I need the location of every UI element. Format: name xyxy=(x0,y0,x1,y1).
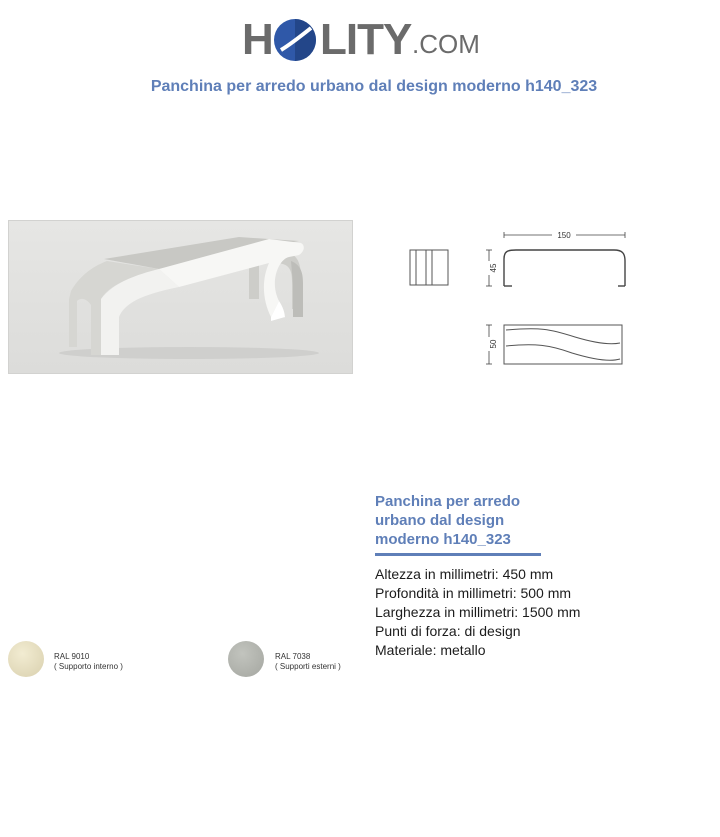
logo-word: LITY xyxy=(320,15,412,64)
color-label-ral-9010 xyxy=(54,652,123,672)
dimension-depth: 50 xyxy=(489,339,498,349)
product-photo xyxy=(8,220,353,374)
dimension-height: 45 xyxy=(489,263,498,273)
spec-depth: Profondità in millimetri: 500 mm xyxy=(375,585,572,601)
color-label-ral-7038 xyxy=(275,652,341,672)
color-swatch-ral-9010 xyxy=(8,641,44,677)
spec-material: Materiale: metallo xyxy=(375,642,486,658)
product-title: Panchina per arredo urbano dal design moderno h140_323 xyxy=(375,493,521,548)
logo-globe-icon xyxy=(271,16,319,64)
brand-logo[interactable] xyxy=(240,10,485,70)
title-underline xyxy=(375,553,541,556)
logo-domain: .COM xyxy=(412,29,480,59)
color-swatch-ral-7038 xyxy=(228,641,264,677)
logo-letter-h: H xyxy=(242,15,273,64)
spec-width: Larghezza in millimetri: 1500 mm xyxy=(375,604,581,620)
spec-height: Altezza in millimetri: 450 mm xyxy=(375,566,554,582)
color-code: RAL 9010 xyxy=(54,652,90,661)
dimension-width: 150 xyxy=(557,231,571,240)
color-code: RAL 7038 xyxy=(275,652,311,661)
color-note: ( Supporti esterni ) xyxy=(275,662,341,671)
technical-drawing xyxy=(400,225,640,375)
color-note: ( Supporto interno ) xyxy=(54,662,123,671)
spec-strength: Punti di forza: di design xyxy=(375,623,521,639)
spec-list xyxy=(375,565,580,660)
page-title: Panchina per arredo urbano dal design moderno h140_323 xyxy=(150,78,598,95)
